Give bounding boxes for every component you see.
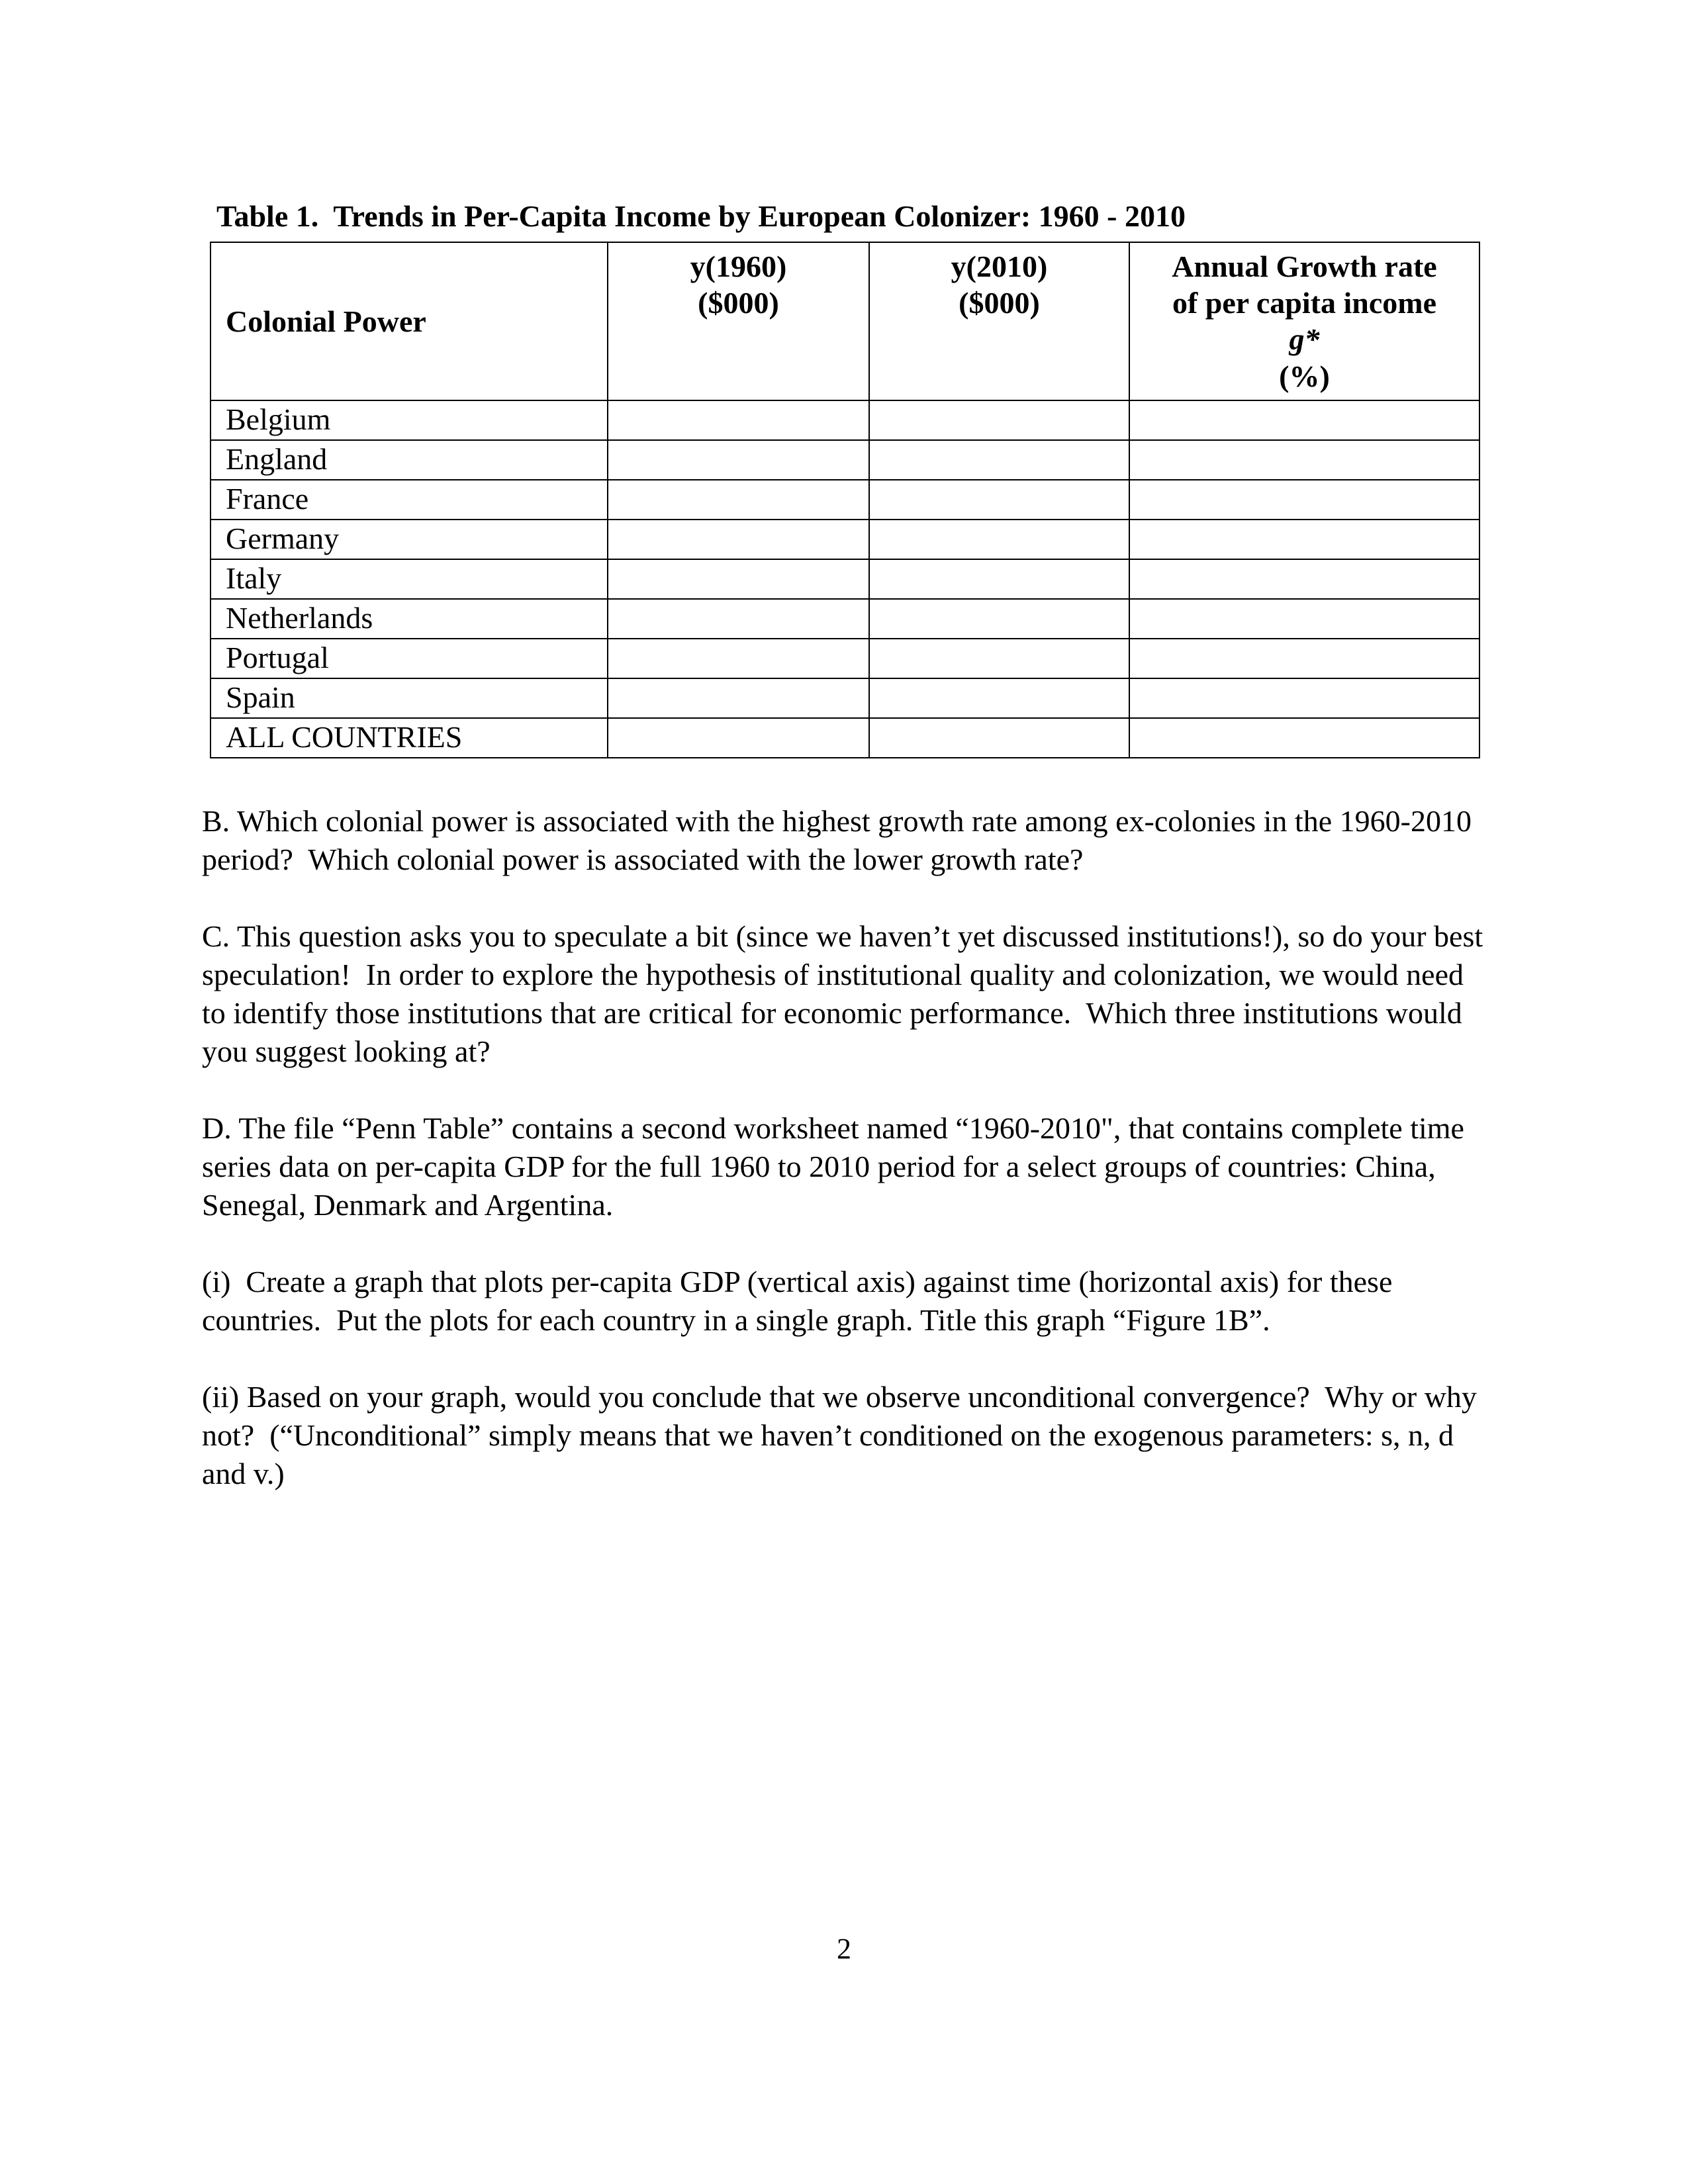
table-title: Table 1. Trends in Per-Capita Income by European Colonizer: 1960 - 2010 [216, 199, 1186, 233]
table-header [211, 242, 1479, 400]
header-y2010 [869, 242, 1129, 400]
cell-y1960 [608, 678, 869, 718]
table-row [211, 480, 1479, 520]
cell-y2010 [869, 520, 1129, 559]
header-growth-line2: of per capita income [1172, 286, 1437, 320]
cell-growth [1129, 480, 1479, 520]
income-table [210, 242, 1480, 758]
table-row [211, 559, 1479, 599]
cell-power: Germany [211, 520, 608, 559]
header-y1960 [608, 242, 869, 400]
table-row [211, 599, 1479, 639]
header-y2010-line2: ($000) [959, 286, 1040, 320]
header-colonial-power: Colonial Power [211, 242, 608, 400]
page-number: 2 [837, 1933, 851, 1965]
cell-y1960 [608, 559, 869, 599]
cell-y2010 [869, 440, 1129, 480]
cell-growth [1129, 599, 1479, 639]
cell-power: England [211, 440, 608, 480]
cell-y2010 [869, 559, 1129, 599]
cell-y1960 [608, 480, 869, 520]
cell-growth [1129, 520, 1479, 559]
cell-power: Belgium [211, 400, 608, 440]
header-growth-percent: (%) [1279, 359, 1330, 393]
cell-power: Netherlands [211, 599, 608, 639]
table-row [211, 678, 1479, 718]
table-row [211, 639, 1479, 678]
header-y1960-line2: ($000) [698, 286, 779, 320]
cell-growth [1129, 440, 1479, 480]
cell-y2010 [869, 480, 1129, 520]
paragraph-ii: (ii) Based on your graph, would you conclude that we observe unconditional convergence? Why or why not? (“Unconditional” simply means that we haven’t conditioned on the exogenous parameters: s, n, d and v.) [202, 1379, 1485, 1490]
paragraph-b: B. Which colonial power is associated with the highest growth rate among ex-colonies in the 1960-2010 period? Which colonial power is associated with the lower growth rate? [202, 803, 1479, 876]
header-growth-line1: Annual Growth rate [1172, 250, 1437, 283]
cell-y2010 [869, 678, 1129, 718]
paragraph-i: (i) Create a graph that plots per-capita GDP (vertical axis) against time (horizontal axis) for these countries. Put the plots for each country in a single graph. Title this graph “Figure 1B”. [202, 1264, 1400, 1337]
paragraph-d: D. The file “Penn Table” contains a second worksheet named “1960-2010", that contains complete time series data on per-capita GDP for the full 1960 to 2010 period for a select groups of countries: China, Senegal, Denmark and Argentina. [202, 1111, 1472, 1222]
cell-y1960 [608, 520, 869, 559]
cell-y1960 [608, 639, 869, 678]
cell-growth [1129, 639, 1479, 678]
cell-y1960 [608, 440, 869, 480]
cell-power: Spain [211, 678, 608, 718]
cell-y2010 [869, 400, 1129, 440]
table-row [211, 520, 1479, 559]
cell-growth [1129, 400, 1479, 440]
header-y1960-line1: y(1960) [690, 250, 787, 283]
cell-power: ALL COUNTRIES [211, 718, 608, 758]
cell-power: France [211, 480, 608, 520]
cell-growth [1129, 718, 1479, 758]
header-y2010-line1: y(2010) [951, 250, 1048, 283]
cell-y2010 [869, 639, 1129, 678]
table-body [211, 400, 1479, 758]
header-growth-gstar: g* [1289, 322, 1320, 357]
table-row [211, 400, 1479, 440]
table-row [211, 440, 1479, 480]
cell-growth [1129, 559, 1479, 599]
cell-power: Portugal [211, 639, 608, 678]
cell-y2010 [869, 718, 1129, 758]
table-row [211, 718, 1479, 758]
cell-y1960 [608, 718, 869, 758]
cell-y1960 [608, 400, 869, 440]
cell-y2010 [869, 599, 1129, 639]
cell-y1960 [608, 599, 869, 639]
cell-growth [1129, 678, 1479, 718]
table-header-row [211, 242, 1479, 400]
cell-power: Italy [211, 559, 608, 599]
paragraph-c: C. This question asks you to speculate a bit (since we haven’t yet discussed institutions!), so do your best speculation! In order to explore the hypothesis of institutional quality and colonization, we would need to identify those institutions that are critical for economic performance. Which three institutions would you suggest looking at? [202, 919, 1491, 1068]
header-growth-rate [1129, 242, 1479, 400]
